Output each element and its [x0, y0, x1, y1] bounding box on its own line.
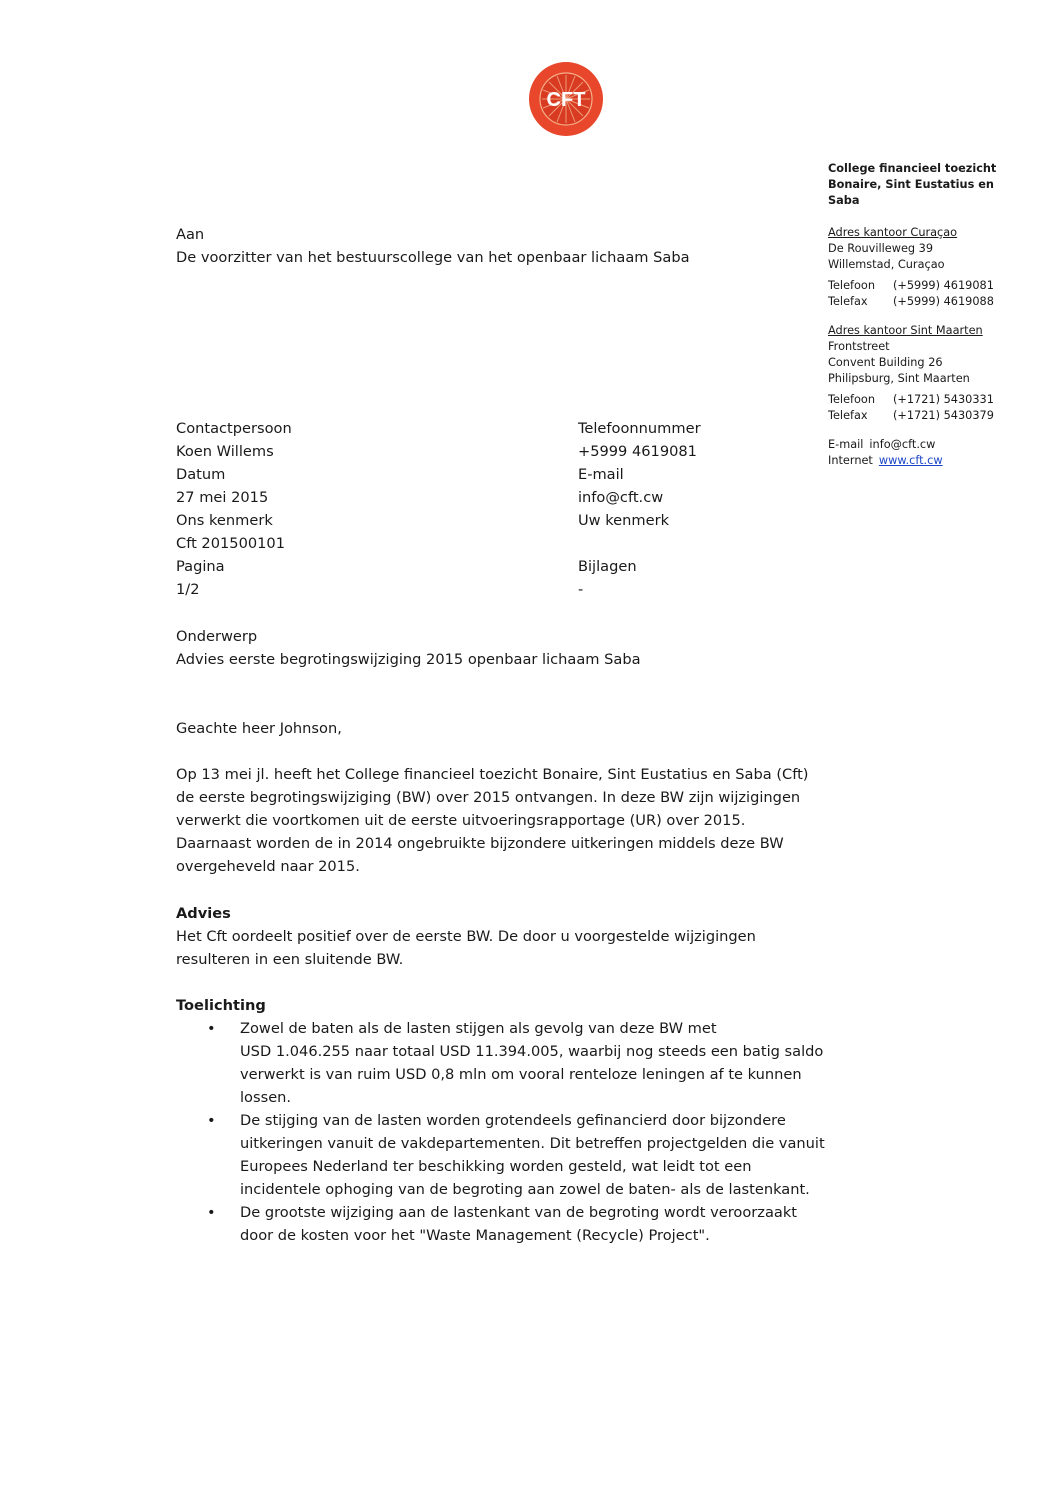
- addressee: [176, 223, 690, 269]
- bullet-icon: •: [207, 1204, 216, 1221]
- text-line: verwerkt die voortkomen uit de eerste uitvoeringsrapportage (UR) over 2015.: [176, 812, 746, 829]
- addressee-value: De voorzitter van het bestuurscollege van het openbaar lichaam Saba: [176, 249, 690, 266]
- text-line: uitkeringen vanuit de vakdepartementen. Dit betreffen projectgelden die vanuit: [240, 1135, 825, 1152]
- toelichting-list: [176, 1017, 886, 1247]
- phone-value: (+5999) 4619081: [893, 279, 994, 292]
- advies-section: [176, 902, 886, 971]
- phone-label: Telefoon: [828, 393, 875, 406]
- curacao-fax: [828, 294, 1028, 310]
- text-line: Het Cft oordeelt positief over de eerste BW. De door u voorgestelde wijzigingen: [176, 928, 756, 945]
- addressee-label: Aan: [176, 226, 205, 243]
- sender-website: [828, 453, 1028, 469]
- text-line: De stijging van de lasten worden grotendeels gefinancierd door bijzondere: [240, 1112, 786, 1129]
- text-line: incidentele ophoging van de begroting aan zowel de baten- als de lastenkant.: [240, 1181, 810, 1198]
- advies-heading: Advies: [176, 905, 231, 922]
- bullet-icon: •: [207, 1020, 216, 1037]
- sint-maarten-fax: [828, 408, 1028, 424]
- contact-person-value: Koen Willems: [176, 443, 274, 460]
- cft-logo: [528, 61, 604, 137]
- phone-number-value: +5999 4619081: [577, 443, 697, 460]
- curacao-address-line2: Willemstad, Curaçao: [828, 258, 945, 271]
- curacao-office-title: Adres kantoor Curaçao: [828, 226, 958, 239]
- sint-maarten-address-line2: Convent Building 26: [828, 356, 943, 369]
- text-line: USD 1.046.255 naar totaal USD 11.394.005, waarbij nog steeds een batig saldo: [240, 1043, 824, 1060]
- svg-text:CFT: CFT: [546, 89, 586, 111]
- salutation: Geachte heer Johnson,: [176, 720, 342, 737]
- email-label: E-mail: [828, 438, 864, 451]
- text-line: de eerste begrotingswijziging (BW) over 2015 ontvangen. In deze BW zijn wijzigingen: [176, 789, 801, 806]
- text-line: Europees Nederland ter beschikking worden gesteld, wat leidt tot een: [240, 1158, 752, 1175]
- date-label: Datum: [176, 466, 226, 483]
- bullet-icon: •: [207, 1112, 216, 1129]
- sint-maarten-phone: [828, 392, 1028, 408]
- your-reference-label: Uw kenmerk: [577, 512, 670, 529]
- sender-email: [828, 437, 1028, 453]
- contact-person-label: Contactpersoon: [176, 420, 292, 437]
- text-line: Daarnaast worden de in 2014 ongebruikte bijzondere uitkeringen middels deze BW: [176, 835, 784, 852]
- our-reference-label: Ons kenmerk: [176, 512, 273, 529]
- text-line: resulteren in een sluitende BW.: [176, 951, 404, 968]
- toelichting-section: [176, 994, 886, 1247]
- toelichting-heading: Toelichting: [176, 997, 266, 1014]
- email-value: info@cft.cw: [869, 438, 936, 451]
- phone-value: (+1721) 5430331: [893, 393, 994, 406]
- sint-maarten-address-line1: Frontstreet: [828, 340, 890, 353]
- text-line: lossen.: [240, 1089, 292, 1106]
- meta-left-column: [176, 417, 578, 601]
- sint-maarten-address-line3: Philipsburg, Sint Maarten: [828, 372, 970, 385]
- text-line: overgeheveld naar 2015.: [176, 858, 360, 875]
- organization-name: College financieel toezicht Bonaire, Sint Eustatius en Saba: [828, 162, 997, 207]
- fax-label: Telefax: [828, 295, 868, 308]
- intro-paragraph: [176, 763, 886, 878]
- phone-label: Telefoon: [828, 279, 875, 292]
- fax-value: (+1721) 5430379: [893, 409, 994, 422]
- fax-value: (+5999) 4619088: [893, 295, 994, 308]
- our-reference-value: Cft 201500101: [176, 535, 285, 552]
- website-link[interactable]: www.cft.cw: [878, 454, 943, 467]
- list-item: [176, 1109, 886, 1201]
- phone-number-label: Telefoonnummer: [577, 420, 701, 437]
- page-label: Pagina: [176, 558, 225, 575]
- text-line: Op 13 mei jl. heeft het College financieel toezicht Bonaire, Sint Eustatius en Saba (Cft): [176, 766, 809, 783]
- attachments-label: Bijlagen: [577, 558, 637, 575]
- text-line: De grootste wijziging aan de lastenkant van de begroting wordt veroorzaakt: [240, 1204, 797, 1221]
- date-value: 27 mei 2015: [176, 489, 269, 506]
- your-reference-value: [578, 532, 736, 555]
- text-line: Zowel de baten als de lasten stijgen als gevolg van deze BW met: [240, 1020, 717, 1037]
- email-value: info@cft.cw: [577, 489, 664, 506]
- curacao-address-line1: De Rouvilleweg 39: [828, 242, 934, 255]
- text-line: verwerkt is van ruim USD 0,8 mln om vooral renteloze leningen af te kunnen: [240, 1066, 802, 1083]
- list-item: [176, 1201, 886, 1247]
- fax-label: Telefax: [828, 409, 868, 422]
- sender-info: [828, 161, 1028, 469]
- email-label: E-mail: [577, 466, 624, 483]
- meta-right-column: [578, 417, 736, 601]
- internet-label: Internet: [828, 454, 873, 467]
- subject: [176, 625, 641, 671]
- attachments-value: -: [577, 581, 584, 598]
- page-value: 1/2: [176, 581, 200, 598]
- cft-seal-icon: [528, 61, 604, 137]
- curacao-phone: [828, 278, 1028, 294]
- sint-maarten-office-title: Adres kantoor Sint Maarten: [828, 324, 983, 337]
- subject-value: Advies eerste begrotingswijziging 2015 openbaar lichaam Saba: [176, 651, 641, 668]
- text-line: door de kosten voor het "Waste Management (Recycle) Project".: [240, 1227, 710, 1244]
- letter-meta: [176, 417, 736, 601]
- list-item: [176, 1017, 886, 1109]
- subject-label: Onderwerp: [176, 628, 258, 645]
